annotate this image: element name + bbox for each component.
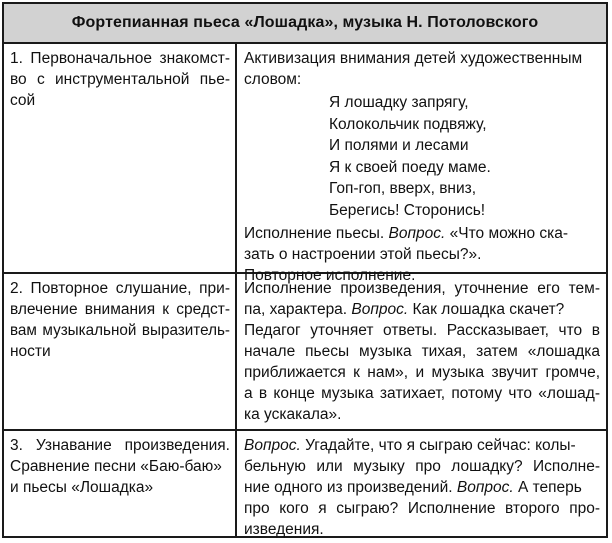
- stage-2-line-3: вам музыкальной выразитель-: [10, 322, 230, 339]
- method-2-line-6: а в конце музыка затихает, потому что «лошад-: [244, 385, 600, 402]
- method-2-line-2-a: па, характера.: [244, 301, 352, 318]
- method-3-line-1-b: Угадайте, что я сыграю сейчас: колы-: [300, 437, 576, 454]
- lesson-table: [2, 2, 608, 538]
- stage-1-line-3: сой: [10, 92, 36, 109]
- table-row-2: [4, 274, 606, 431]
- method-1-after-3: Повторное исполнение.: [244, 267, 416, 284]
- poem-line-2: Колокольчик подвяжу,: [329, 115, 487, 133]
- method-2-line-5: приближается к нам», и музыка звучит громче,: [244, 364, 600, 381]
- method-1-after-2: зать о настроении этой пьесы?».: [244, 246, 482, 263]
- poem-line-6: Берегись! Сторонись!: [329, 201, 486, 219]
- stage-1-line-1: 1. Первоначальное знакомст-: [10, 50, 230, 67]
- table-row-3: [4, 431, 606, 536]
- stage-3-line-1: 3. Узнавание произведения.: [10, 437, 230, 454]
- stage-2-line-1: 2. Повторное слушание, при-: [10, 280, 230, 297]
- method-2-line-2-b: Как лошадка скачет?: [408, 301, 565, 318]
- question-label: Вопрос.: [244, 437, 301, 454]
- stage-1-line-2: во с инструментальной пье-: [10, 71, 230, 88]
- stage-3-line-2: Сравнение песни «Баю-баю»: [10, 458, 222, 475]
- stage-3-line-3: и пьесы «Лошадка»: [10, 479, 154, 496]
- method-1-intro-2: словом:: [244, 71, 302, 88]
- poem-line-1: Я лошадку запрягу,: [329, 94, 469, 111]
- method-2-line-3: Педагог уточняет ответы. Рассказывает, что в: [244, 322, 600, 339]
- poem: [244, 92, 600, 221]
- method-1-after-1-a: Исполнение пьесы.: [244, 225, 389, 242]
- method-1-after-1-b: «Что можно ска-: [445, 225, 569, 242]
- table-row-1: [4, 44, 606, 284]
- question-label: Вопрос.: [456, 479, 514, 496]
- method-3-line-4: про кого я сыграю? Исполнение второго про-: [244, 500, 600, 517]
- method-2-line-2: [244, 299, 600, 320]
- method-2-line-4: начале пьесы музыка тихая, затем «лошадка: [244, 343, 600, 360]
- method-3-line-3-b: А теперь: [513, 479, 582, 496]
- method-3-line-1: [244, 435, 600, 456]
- stage-2-line-2: влечение внимания к средст-: [10, 301, 230, 318]
- stage-cell-1: [4, 44, 237, 272]
- method-2-line-7: ка ускакала».: [244, 406, 342, 423]
- question-label: Вопрос.: [351, 301, 409, 318]
- method-1-after-1: [244, 223, 600, 244]
- poem-line-4: Я к своей поеду маме.: [329, 158, 491, 176]
- method-cell-2: [237, 274, 606, 429]
- method-cell-1: [237, 44, 606, 284]
- stage-cell-2: [4, 274, 237, 429]
- method-3-line-5: изведения.: [244, 521, 324, 538]
- poem-line-3: И полями и лесами: [329, 137, 469, 154]
- method-1-intro-1: Активизация внимания детей художественным: [244, 50, 583, 67]
- table-title: Фортепианная пьеса «Лошадка», музыка Н. Потоловского: [71, 14, 539, 31]
- stage-cell-3: [4, 431, 237, 536]
- table-title-row: [4, 4, 606, 44]
- method-3-line-2: бельную или музыку про лошадку? Исполне-: [244, 458, 600, 475]
- question-label: Вопрос.: [388, 225, 446, 242]
- method-3-line-3: [244, 477, 600, 498]
- stage-2-line-4: ности: [10, 343, 51, 360]
- method-cell-3: [237, 431, 606, 536]
- poem-line-5: Гоп-гоп, вверх, вниз,: [329, 180, 477, 197]
- method-2-line-1: Исполнение произведения, уточнение его тем-: [244, 280, 600, 297]
- method-3-line-3-a: ние одного из произведений.: [244, 479, 457, 496]
